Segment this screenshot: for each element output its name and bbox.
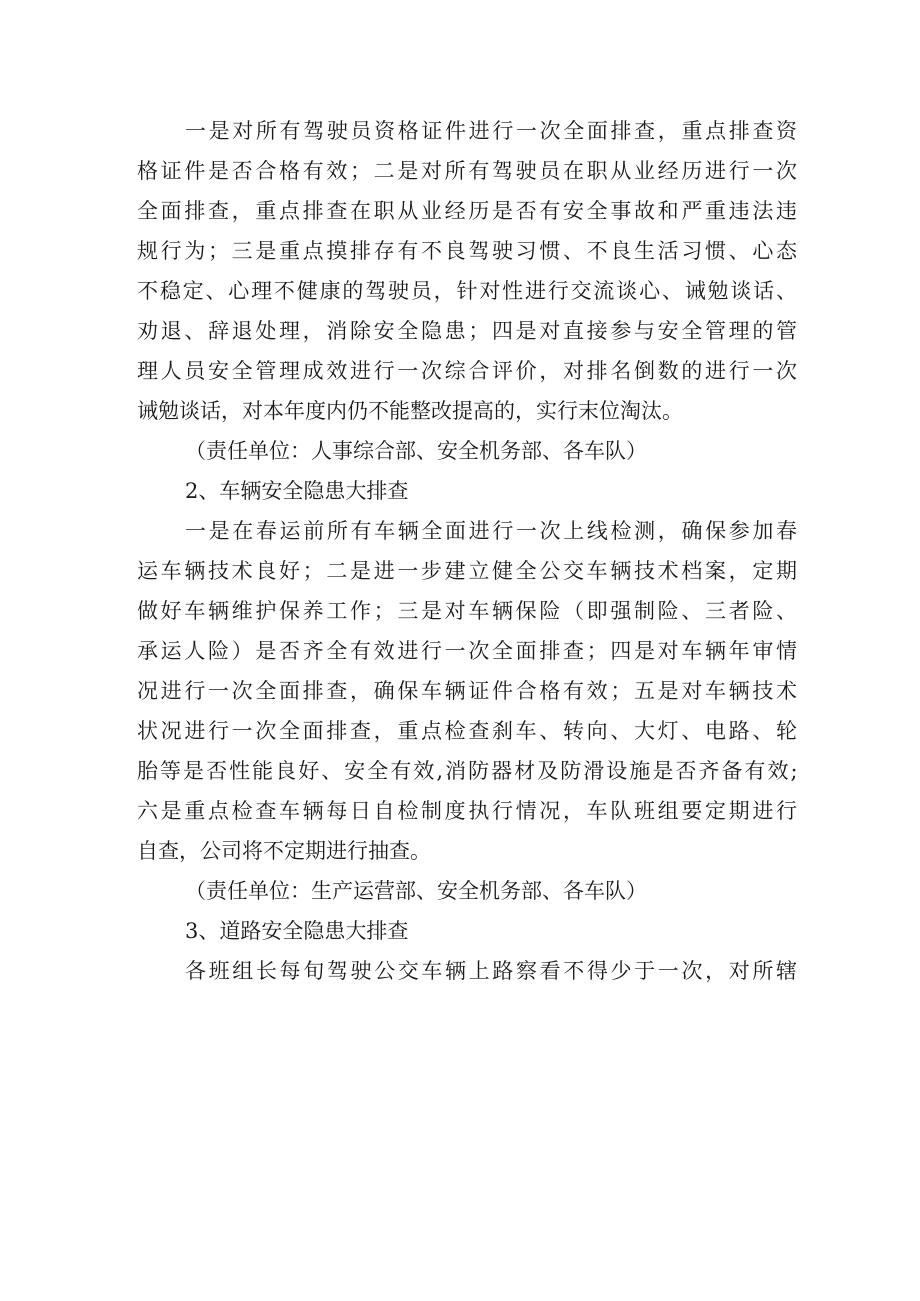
- paragraph-vehicle-inspection: [137, 511, 797, 871]
- paragraph-line: 理人员安全管理成效进行一次综合评价，对排名倒数的进行一次: [137, 359, 797, 383]
- paragraph-line: 不稳定、心理不健康的驾驶员，针对性进行交流谈心、诫勉谈话、: [137, 279, 797, 303]
- paragraph-line: 运车辆技术良好；二是进一步建立健全公交车辆技术档案，定期: [137, 559, 797, 583]
- section-heading-3: 3、道路安全隐患大排查: [185, 919, 409, 943]
- paragraph-driver-inspection: [137, 111, 797, 431]
- paragraph-road-inspection: [137, 951, 797, 991]
- paragraph-line: 全面排查，重点排查在职从业经历是否有安全事故和严重违法违: [137, 199, 797, 223]
- responsible-units-1: （责任单位：人事综合部、安全机务部、各车队）: [185, 439, 647, 463]
- paragraph-line: 劝退、辞退处理，消除安全隐患；四是对直接参与安全管理的管: [137, 319, 797, 343]
- section-heading-2: 2、车辆安全隐患大排查: [185, 479, 409, 503]
- paragraph-line: 一是对所有驾驶员资格证件进行一次全面排查，重点排查资: [185, 119, 797, 143]
- paragraph-line: 一是在春运前所有车辆全面进行一次上线检测，确保参加春: [185, 519, 797, 543]
- paragraph-line: 承运人险）是否齐全有效进行一次全面排查；四是对车辆年审情: [137, 639, 797, 663]
- responsible-units-2: （责任单位：生产运营部、安全机务部、各车队）: [185, 879, 647, 903]
- paragraph-line: 规行为；三是重点摸排存有不良驾驶习惯、不良生活习惯、心态: [137, 239, 797, 263]
- paragraph-line: 各班组长每旬驾驶公交车辆上路察看不得少于一次，对所辖: [185, 959, 797, 983]
- document-body: [137, 111, 797, 991]
- paragraph-line: 自查，公司将不定期进行抽查。: [137, 839, 431, 863]
- paragraph-line: 状况进行一次全面排查，重点检查刹车、转向、大灯、电路、轮: [137, 719, 797, 743]
- paragraph-line: 胎等是否性能良好、安全有效,消防器材及防滑设施是否齐备有效;: [137, 759, 797, 783]
- paragraph-line: 诫勉谈话，对本年度内仍不能整改提高的，实行末位淘汰。: [137, 399, 683, 423]
- paragraph-line: 做好车辆维护保养工作；三是对车辆保险（即强制险、三者险、: [137, 599, 797, 623]
- paragraph-line: 况进行一次全面排查，确保车辆证件合格有效；五是对车辆技术: [137, 679, 797, 703]
- paragraph-line: 格证件是否合格有效；二是对所有驾驶员在职从业经历进行一次: [137, 159, 797, 183]
- paragraph-line: 六是重点检查车辆每日自检制度执行情况，车队班组要定期进行: [137, 799, 797, 823]
